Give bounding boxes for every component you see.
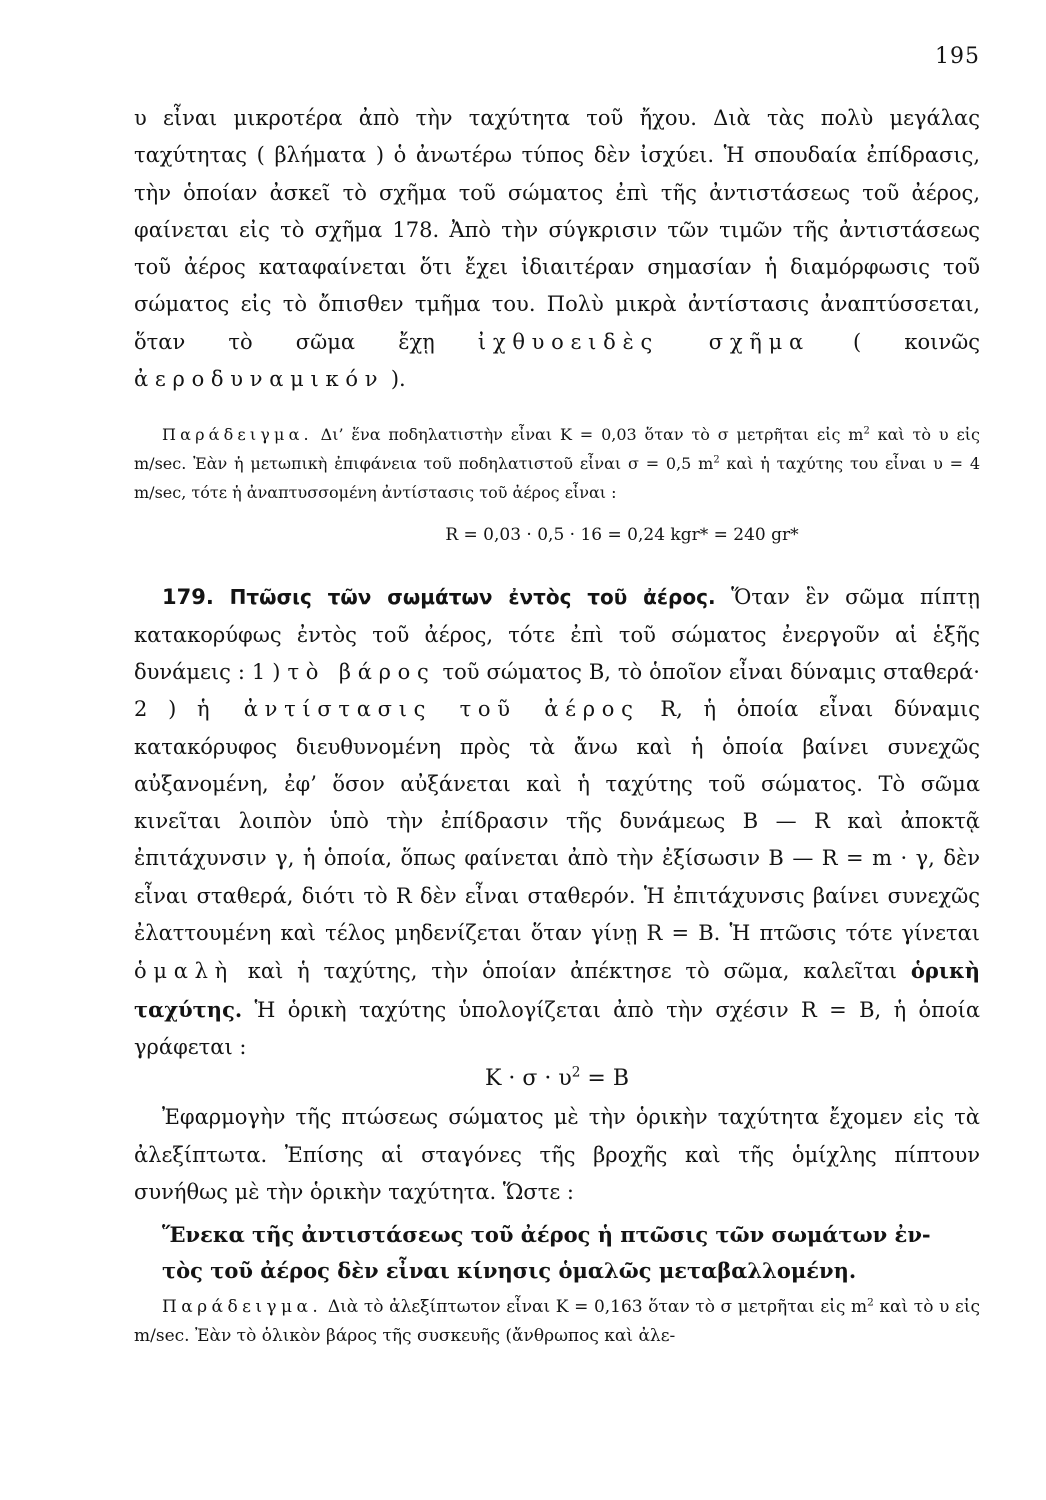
example-parachute: Παράδειγμα. Διὰ τὸ ἀλεξίπτωτον εἶναι K = 0,163 ὅταν τὸ σ μετρῆται εἰς $m^2$ καὶ τὸ υ εἰς m/sec. Ἐὰν τὸ ὁλικὸν βάρος τῆς συσκευῆς (ἄνθρωπος καὶ ἀλε- — [134, 1296, 981, 1347]
spaced-term-uniform: ὁμαλὴ — [134, 959, 234, 984]
page-number: 195 — [935, 44, 980, 69]
section-title: Πτῶσις τῶν σωμάτων ἐντὸς τοῦ ἀέρος. — [213, 585, 716, 610]
law-line-1: Ἕνεκα τῆς ἀντιστάσεως τοῦ ἀέρος ἡ πτῶσις τῶν σωμάτων ἐν- — [162, 1222, 931, 1248]
equation-resistance: R = 0,03 · 0,5 · 16 = 0,24 kgr* = 240 gr* — [445, 525, 799, 546]
law-line-2: τὸς τοῦ ἀέρος δὲν εἶναι κίνησις ὁμαλῶς μεταβαλλομένη. — [162, 1258, 857, 1284]
law-statement — [134, 1217, 980, 1289]
paragraph-application: Ἐφαρμογὴν τῆς πτώσεως σώματος μὲ τὴν ὁρικὴν ταχύτητα ἔχομεν εἰς τὰ ἀλεξίπτωτα. Ἐπίσης αἱ σταγόνες τῆς βροχῆς καὶ τῆς ὁμίχλης πίπτουν συνήθως μὲ τὴν ὁρικὴν ταχύτητα. Ὥστε : — [134, 1105, 980, 1204]
section-number: 179. — [162, 585, 214, 610]
section-179-paragraph: 179. Πτῶσις τῶν σωμάτων ἐντὸς τοῦ ἀέρος. Ὅταν ἓν σῶμα πίπτῃ κατακορύφως ἐντὸς τοῦ ἀέρος, τότε ἐπὶ τοῦ σώματος ἐνεργοῦν αἱ ἑξῆς δυνάμεις : 1 ) τὸ βάρος τοῦ σώματος B, τὸ ὁποῖον εἶναι δύναμις σταθερά· 2 ) ἡ ἀντίστασις τοῦ ἀέρος R, ἡ ὁποία εἶναι δύναμις κατακόρυφος διευθυνομένη πρὸς τὰ ἄνω καὶ ἡ ὁποία βαίνει συνεχῶς αὐξανομένη, ἐφ’ ὅσον αὐξάνεται καὶ ἡ ταχύτης τοῦ σώματος. Τὸ σῶμα κινεῖται λοιπὸν ὑπὸ τὴν ἐπίδρασιν τῆς δυνάμεως B — R καὶ ἀποκτᾷ ἐπιτάχυνσιν γ, ἡ ὁποία, ὅπως φαίνεται ἀπὸ τὴν ἐξίσωσιν B — R = m · γ, δὲν εἶναι σταθερά, διότι τὸ R δὲν εἶναι σταθερόν. Ἡ ἐπιτάχυνσις βαίνει συνεχῶς ἐλαττουμένη καὶ τέλος μηδενίζεται ὅταν γίνῃ R = B. Ἡ πτῶσις τότε γίνεται ὁμαλὴ καὶ ἡ ταχύτης, τὴν ὁποίαν ἀπέκτησε τὸ σῶμα, καλεῖται ὁρικὴ ταχύτης. Ἡ ὁρικὴ ταχύτης ὑπολογίζεται ἀπὸ τὴν σχέσιν R = B, ἡ ὁποία γράφεται : — [134, 585, 980, 1059]
example-label: Παράδειγμα. — [162, 425, 313, 445]
example-label: Παράδειγμα. — [162, 1297, 323, 1318]
example-cyclist: Παράδειγμα. Δι’ ἕνα ποδηλατιστὴν εἶναι K = 0,03 ὅταν τὸ σ μετρῆται εἰς $m^2$ καὶ τὸ υ εἰς m/sec. Ἐὰν ἡ μετωπικὴ ἐπιφάνεια τοῦ ποδηλατιστοῦ εἶναι σ = 0,5 $m^2$ καὶ ἡ ταχύτης του εἶναι υ = 4 m/sec, τότε ἡ ἀναπτυσσομένη ἀντίστασις τοῦ ἀέρος εἶναι : — [134, 425, 981, 503]
paragraph-air-resistance-shape: υ εἶναι μικροτέρα ἀπὸ τὴν ταχύτητα τοῦ ἤχου. Διὰ τὰς πολὺ μεγάλας ταχύτητας ( βλήματα ) ὁ ἀνωτέρω τύπος δὲν ἰσχύει. Ἡ σπουδαία ἐπίδρασις, τὴν ὁποίαν ἀσκεῖ τὸ σχῆμα τοῦ σώματος ἐπὶ τῆς ἀντιστάσεως τοῦ ἀέρος, φαίνεται εἰς τὸ σχῆμα 178. Ἀπὸ τὴν σύγκρισιν τῶν τιμῶν τῆς ἀντιστάσεως τοῦ ἀέρος καταφαίνεται ὅτι ἔχει ἰδιαιτέραν σημασίαν ἡ διαμόρφωσις τοῦ σώματος εἰς τὸ ὄπισθεν τμῆμα του. Πολὺ μικρὰ ἀντίστασις ἀναπτύσσεται, ὅταν τὸ σῶμα ἔχῃ ἰχθυοειδὲς σχῆμα ( κοινῶς ἀεροδυναμικόν ). — [134, 106, 980, 392]
spaced-term-aerodynamic: ἀεροδυναμικόν — [134, 367, 385, 392]
spaced-term-fish-shape: ἰχθυοειδὲς σχῆμα — [477, 329, 810, 354]
spaced-term-air-resistance: ἡ ἀντίστασις τοῦ ἀέρος — [196, 697, 640, 722]
equation-terminal-velocity: $K \cdot \sigma \cdot \upsilon^2 = B$ — [484, 1064, 630, 1092]
spaced-term-weight: τὸ βάρος — [287, 659, 436, 684]
bold-term-terminal-velocity: ὁρικὴ ταχύτης. — [134, 958, 980, 1022]
page-content — [134, 100, 980, 1351]
